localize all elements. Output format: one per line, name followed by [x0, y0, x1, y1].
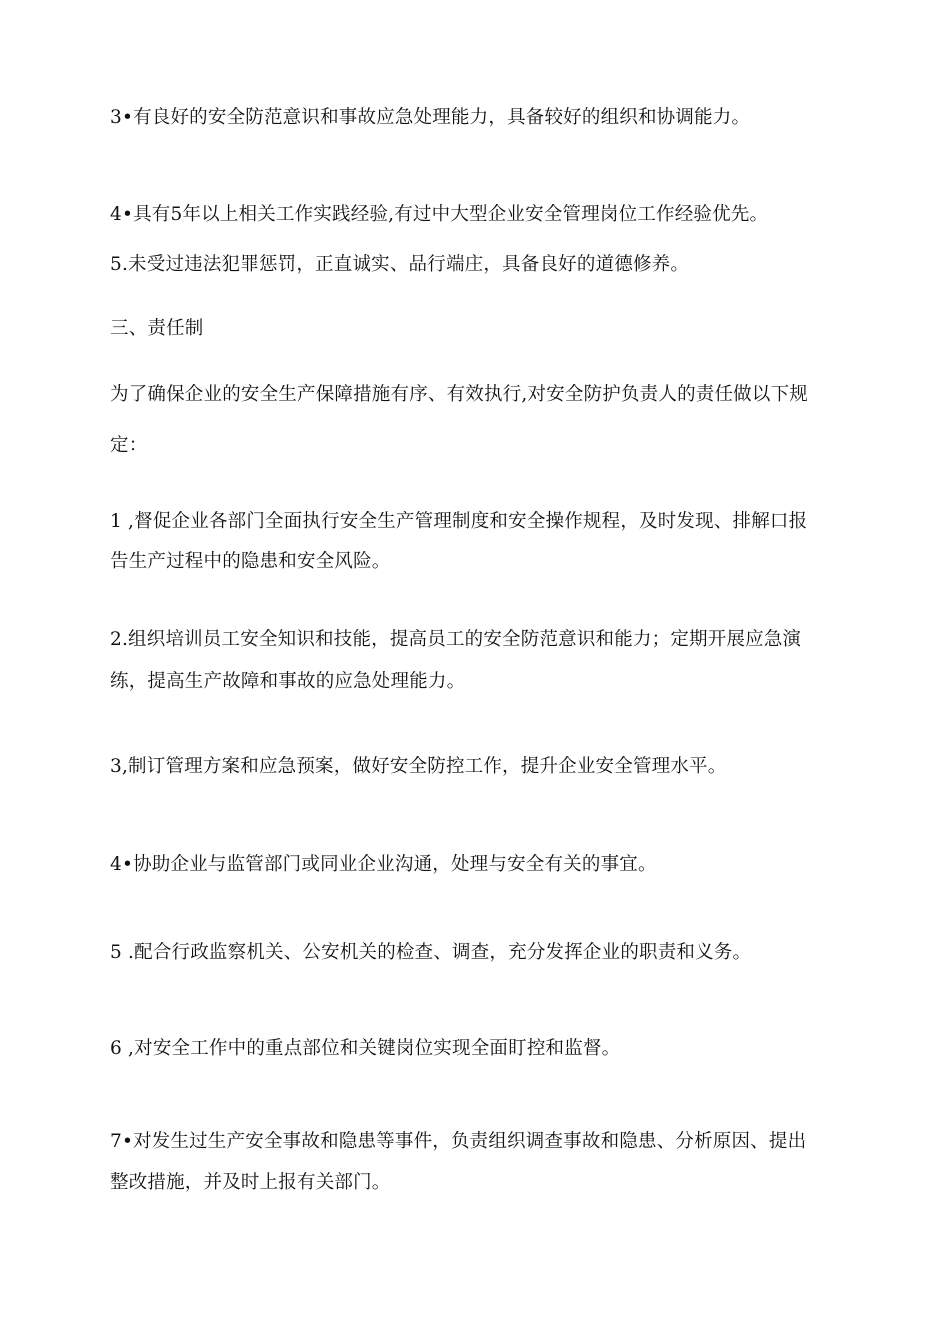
duty-2-line-2: 练，提高生产故障和事故的应急处理能力。 — [110, 671, 466, 692]
requirement-3: 3•有良好的安全防范意识和事故应急处理能力，具备较好的组织和协调能力。 — [110, 107, 751, 128]
requirement-4: 4•具有5年以上相关工作实践经验,有过中大型企业安全管理岗位工作经验优先。 — [110, 204, 769, 225]
duty-6: 6 ,对安全工作中的重点部位和关键岗位实现全面盯控和监督。 — [110, 1038, 621, 1059]
duty-2-line-1: 2.组织培训员工安全知识和技能，提高员工的安全防范意识和能力；定期开展应急演 — [110, 629, 802, 650]
duty-1-line-1: 1 ,督促企业各部门全面执行安全生产管理制度和安全操作规程，及时发现、排解口报 — [110, 511, 808, 532]
intro-paragraph-line-2: 定： — [110, 435, 148, 456]
duty-1-line-2: 告生产过程中的隐患和安全风险。 — [110, 551, 391, 572]
section-heading-responsibility: 三、责任制 — [110, 318, 204, 339]
duty-5: 5 .配合行政监察机关、公安机关的检查、调查，充分发挥企业的职责和义务。 — [110, 942, 752, 963]
intro-paragraph-line-1: 为了确保企业的安全生产保障措施有序、有效执行,对安全防护负责人的责任做以下规 — [110, 384, 808, 405]
duty-7-line-2: 整改措施，并及时上报有关部门。 — [110, 1172, 391, 1193]
duty-7-line-1: 7•对发生过生产安全事故和隐患等事件，负责组织调查事故和隐患、分析原因、提出 — [110, 1131, 807, 1152]
requirement-5: 5.未受过违法犯罪惩罚，正直诚实、品行端庄，具备良好的道德修养。 — [110, 254, 690, 275]
duty-3: 3,制订管理方案和应急预案，做好安全防控工作，提升企业安全管理水平。 — [110, 756, 727, 777]
duty-4: 4•协助企业与监管部门或同业企业沟通，处理与安全有关的事宜。 — [110, 854, 657, 875]
